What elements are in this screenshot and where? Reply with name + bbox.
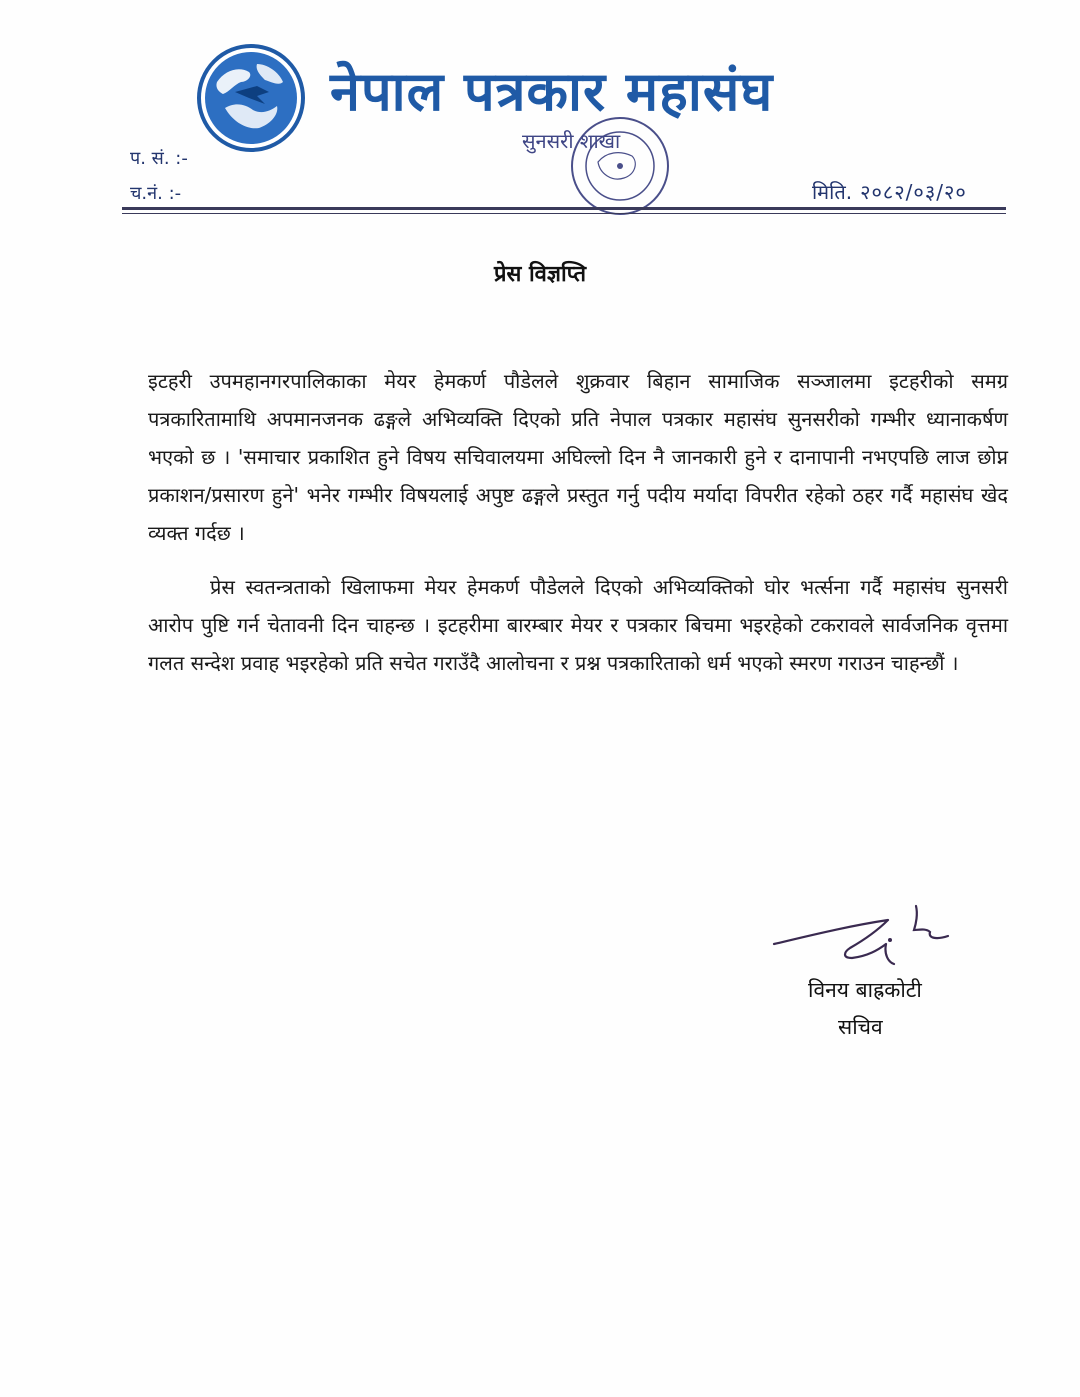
signer-name: विनय बाह्रकोटी [808,978,922,1002]
document-title: प्रेस विज्ञप्ति [493,262,587,287]
organization-name: नेपाल पत्रकार महासंघ [330,60,774,123]
handwritten-signature-icon [768,900,958,980]
signer-designation: सचिव [838,1015,883,1039]
sunsari-branch-stamp-icon [520,104,680,224]
document-body [148,362,1008,698]
date-value: २०८२/०३/२० [860,180,967,204]
body-paragraph: प्रेस स्वतन्त्रताको खिलाफमा मेयर हेमकर्ण पौडेलले दिएको अभिव्यक्तिको घोर भर्त्सना गर्दै महासंघ सुनसरी आरोप पुष्टि गर्न चेतावनी दिन चाहन्छ । इटहरीमा बारम्बार मेयर र पत्रकार बिचमा भइरहेको टकरावले सार्वजनिक वृत्तमा गलत सन्देश प्रवाह भइरहेको प्रति सचेत गराउँदै आलोचना र प्रश्न पत्रकारिताको धर्म भएको स्मरण गराउन चाहन्छौं । [148,575,1008,675]
date-label: मिति. [812,180,853,204]
header-divider-thin [122,213,1006,214]
body-paragraph: इटहरी उपमहानगरपालिकाका मेयर हेमकर्ण पौडेलले शुक्रवार बिहान सामाजिक सञ्जालमा इटहरीको समग्र पत्रकारितामाथि अपमानजनक ढङ्गले अभिव्यक्ति दिएको प्रति नेपाल पत्रकार महासंघ सुनसरीको गम्भीर ध्यानाकर्षण भएको छ । 'समाचार प्रकाशित हुने विषय सचिवालयमा अघिल्लो दिन नै जानकारी हुने र दानापानी नभएपछि लाज छोप्न प्रकाशन/प्रसारण हुने' भनेर गम्भीर विषयलाई अपुष्ट ढङ्गले प्रस्तुत गर्नु पदीय मर्यादा विपरीत रहेको ठहर गर्दै महासंघ खेद व्यक्त गर्दछ । [148,369,1008,545]
reference-number-label: प. सं. :- [130,148,188,169]
dispatch-number-label: च.नं. :- [130,183,182,204]
stamp-text: सुनसरी शाखा [522,129,621,153]
date-line [812,178,967,205]
header-divider [122,207,1006,210]
globe-bird-logo-icon [195,42,307,154]
